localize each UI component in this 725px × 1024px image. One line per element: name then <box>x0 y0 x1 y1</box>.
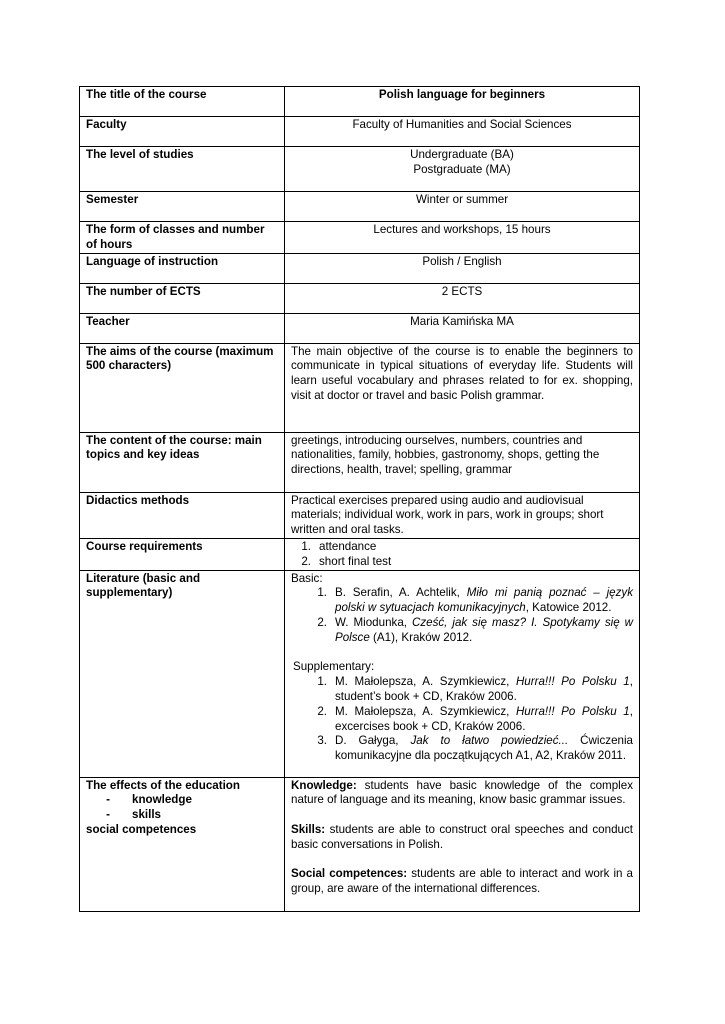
label-didactics: Didactics methods <box>80 492 285 538</box>
effects-sub-social: social competences <box>86 822 197 836</box>
list-item <box>291 540 633 555</box>
row-didactics <box>80 492 640 538</box>
label-semester: Semester <box>80 192 285 222</box>
book-details: Ćwiczenia komunikacyjne dla początkujących A1, A2, Kraków 2011. <box>335 734 633 763</box>
value-ects: 2 ECTS <box>285 283 640 313</box>
book-details: , excercises book + CD, Kraków 2006. <box>335 704 633 733</box>
level-postgraduate: Postgraduate (MA) <box>413 162 511 176</box>
label-form: The form of classes and number of hours <box>80 222 285 254</box>
label-effects <box>80 777 285 911</box>
book-details: (A1), Kraków 2012. <box>369 630 473 644</box>
row-literature <box>80 570 640 777</box>
row-level <box>80 147 640 192</box>
effects-heading: The effects of the education <box>86 778 240 792</box>
row-effects <box>80 777 640 911</box>
effects-skills <box>291 823 633 853</box>
row-content <box>80 432 640 492</box>
value-requirements <box>285 538 640 570</box>
label-content: The content of the course: main topics and key ideas <box>80 432 285 492</box>
label-literature: Literature (basic and supplementary) <box>80 570 285 777</box>
list-item <box>307 586 633 616</box>
label-faculty: Faculty <box>80 117 285 147</box>
book-authors: M. Małolepsza, A. Szymkiewicz, <box>335 675 516 689</box>
value-language: Polish / English <box>285 253 640 283</box>
row-semester <box>80 192 640 222</box>
effects-knowledge-heading: Knowledge: <box>291 778 357 792</box>
effects-sub-label: skills <box>132 808 162 822</box>
book-details: , Katowice 2012. <box>525 601 612 615</box>
list-text <box>327 586 633 616</box>
dash-bullet: - <box>106 793 110 807</box>
book-title: Hurra!!! Po Polsku 1 <box>515 675 630 689</box>
label-ects: The number of ECTS <box>80 283 285 313</box>
book-title: Jak to łatwo powiedzieć... <box>410 734 569 748</box>
list-item <box>307 734 633 764</box>
row-teacher <box>80 313 640 343</box>
book-details: , student’s book + CD, Kraków 2006. <box>335 675 633 703</box>
list-number: 1. <box>317 586 327 600</box>
book-authors: D. Gałyga, <box>335 734 411 748</box>
list-number: 2. <box>301 554 311 568</box>
label-requirements: Course requirements <box>80 538 285 570</box>
value-aims: The main objective of the course is to enable the beginners to communicate in typical situations of everyday life. Students will learn useful vocabulary and phrases related to for ex. shopping, visit at doctor or travel and basic Polish grammar. <box>285 343 640 432</box>
literature-basic-heading: Basic: <box>291 571 323 585</box>
effects-social-text: students are able to interact and work in a group, are aware of the international differences. <box>291 867 633 896</box>
row-requirements <box>80 538 640 570</box>
dash-bullet: - <box>106 808 110 822</box>
list-number: 2. <box>317 615 327 629</box>
value-teacher: Maria Kamińska MA <box>285 313 640 343</box>
effects-sub-skills <box>86 808 278 823</box>
row-ects <box>80 283 640 313</box>
literature-supplementary-heading: Supplementary: <box>293 660 375 674</box>
book-title: Miło mi panią poznać – język polski w sytuacjach komunikacyjnych <box>335 586 633 615</box>
effects-social <box>291 867 633 897</box>
book-title: Hurra!!! Po Polsku 1 <box>515 704 630 718</box>
value-form: Lectures and workshops, 15 hours <box>285 222 640 254</box>
list-text <box>327 616 633 646</box>
level-undergraduate: Undergraduate (BA) <box>410 148 514 161</box>
effects-skills-heading: Skills: <box>291 822 326 836</box>
row-faculty <box>80 117 640 147</box>
value-faculty: Faculty of Humanities and Social Sciences <box>285 117 640 147</box>
effects-knowledge <box>291 779 633 809</box>
row-title <box>80 87 640 117</box>
list-number: 3. <box>317 734 327 748</box>
effects-sub-knowledge <box>86 793 278 808</box>
value-semester: Winter or summer <box>285 192 640 222</box>
label-title: The title of the course <box>80 87 285 117</box>
label-language: Language of instruction <box>80 253 285 283</box>
effects-social-heading: Social competences: <box>291 867 408 881</box>
list-text: short final test <box>319 554 392 568</box>
list-text <box>327 705 633 735</box>
list-item <box>307 675 633 705</box>
effects-sub-label: knowledge <box>132 793 192 807</box>
value-didactics: Practical exercises prepared using audio and audiovisual materials; individual work, work in pars, work in groups; short written and oral tasks. <box>285 492 640 538</box>
book-authors: M. Małolepsza, A. Szymkiewicz, <box>335 704 516 718</box>
effects-skills-text: students are able to construct oral speeches and conduct basic conversations in Polish. <box>291 822 633 851</box>
list-number: 1. <box>317 675 327 689</box>
value-title: Polish language for beginners <box>285 87 640 117</box>
book-title: Cześć, jak się masz? I. Spotykamy się w Polsce <box>335 615 633 644</box>
row-language <box>80 253 640 283</box>
list-item <box>307 705 633 735</box>
value-level <box>285 147 640 192</box>
value-effects <box>285 777 640 911</box>
row-form <box>80 222 640 254</box>
list-item <box>291 555 633 570</box>
book-authors: B. Serafin, A. Achtelik, <box>335 586 467 600</box>
effects-knowledge-text: students have basic knowledge of the complex nature of language and its meaning, know basic grammar issues. <box>291 778 633 807</box>
label-teacher: Teacher <box>80 313 285 343</box>
value-content: greetings, introducing ourselves, numbers, countries and nationalities, family, hobbies, gastronomy, shops, getting the directions, health, travel; spelling, grammar <box>285 432 640 492</box>
list-item <box>307 616 633 646</box>
list-text <box>327 675 633 705</box>
course-syllabus-table <box>79 86 640 912</box>
row-aims <box>80 343 640 432</box>
label-level: The level of studies <box>80 147 285 192</box>
value-literature <box>285 570 640 777</box>
book-authors: W. Miodunka, <box>335 615 412 629</box>
list-text: attendance <box>319 539 377 553</box>
list-number: 1. <box>301 539 311 553</box>
list-number: 2. <box>317 704 327 718</box>
label-aims: The aims of the course (maximum 500 characters) <box>80 343 285 432</box>
list-text <box>327 734 633 764</box>
